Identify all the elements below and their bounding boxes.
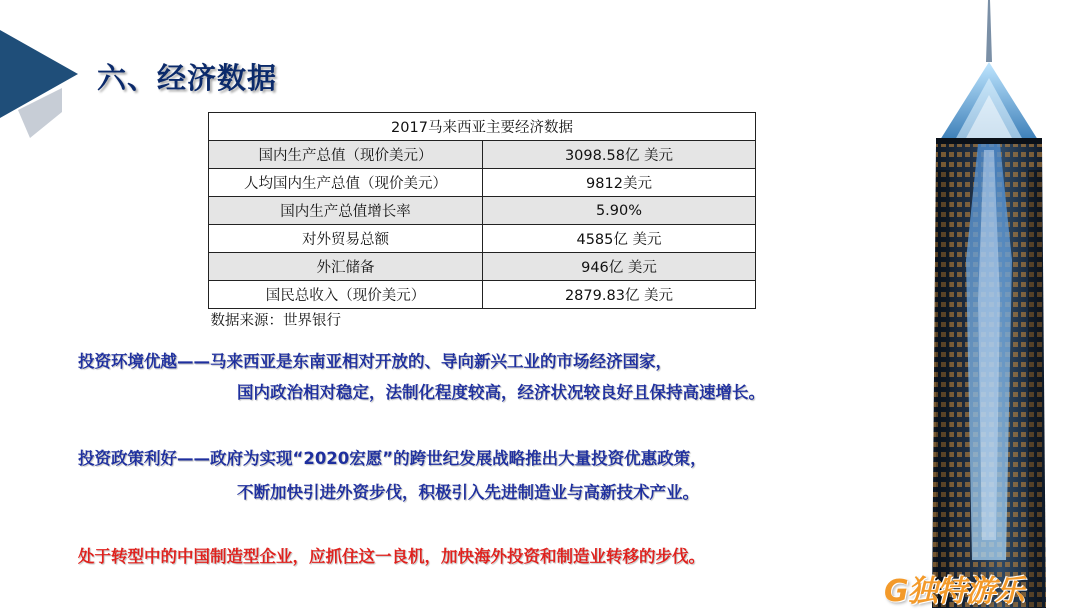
investment-environment-line1: 投资环境优越——马来西亚是东南亚相对开放的、导向新兴工业的市场经济国家，: [78, 352, 672, 371]
row-value: 946亿 美元: [483, 253, 756, 281]
investment-policy-line2: 不断加快引进外资步伐，积极引入先进制造业与高新技术产业。: [237, 483, 699, 502]
table-caption: 2017马来西亚主要经济数据: [209, 113, 756, 141]
row-value: 9812美元: [483, 169, 756, 197]
row-value: 3098.58亿 美元: [483, 141, 756, 169]
row-label: 国内生产总值（现价美元）: [209, 141, 483, 169]
table-source-row: [209, 309, 756, 331]
skyscraper-illustration: [900, 0, 1080, 608]
row-value: 4585亿 美元: [483, 225, 756, 253]
table-row: [209, 141, 756, 169]
row-value: 2879.83亿 美元: [483, 281, 756, 309]
row-label: 人均国内生产总值（现价美元）: [209, 169, 483, 197]
table-row: [209, 197, 756, 225]
decorative-arrow-icon: [0, 0, 90, 150]
row-label: 国内生产总值增长率: [209, 197, 483, 225]
slide-title: 六、经济数据: [97, 61, 278, 95]
investment-environment-line2: 国内政治相对稳定，法制化程度较高，经济状况较良好且保持高速增长。: [237, 383, 765, 402]
row-label: 对外贸易总额: [209, 225, 483, 253]
table-row: [209, 225, 756, 253]
row-value: 5.90%: [483, 197, 756, 225]
row-label: 外汇储备: [209, 253, 483, 281]
table-row: [209, 281, 756, 309]
watermark-logo: G独特游乐: [884, 574, 1024, 609]
economic-data-table: [208, 112, 756, 330]
row-label: 国民总收入（现价美元）: [209, 281, 483, 309]
investment-policy-line1: 投资政策利好——政府为实现“2020宏愿”的跨世纪发展战略推出大量投资优惠政策，: [78, 449, 707, 468]
table-row: [209, 169, 756, 197]
table-caption-row: [209, 113, 756, 141]
data-source-note: 数据来源：世界银行: [209, 309, 756, 331]
call-to-action-text: 处于转型中的中国制造型企业，应抓住这一良机，加快海外投资和制造业转移的步伐。: [78, 547, 705, 566]
table-row: [209, 253, 756, 281]
